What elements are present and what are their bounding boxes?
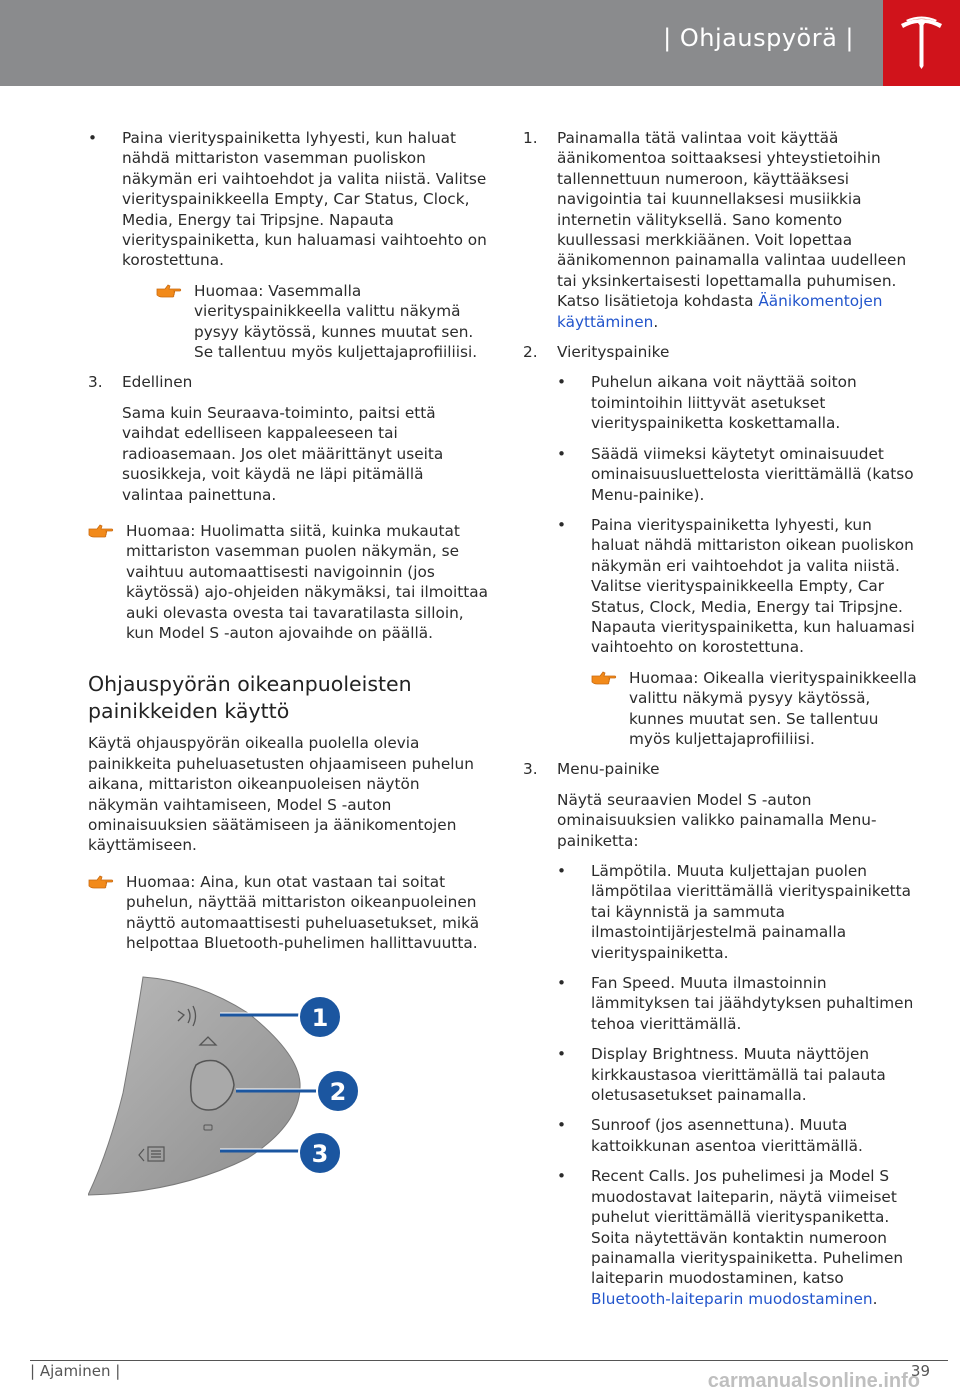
steering-wheel-buttons-figure xyxy=(88,973,488,1213)
left-bullet-scroll: • Paina vierityspainiketta lyhyesti, kun haluat nähdä mittariston vasemman puoliskon näkymän eri vaihtoehdot ja valita niistä. Valitse vierityspainikkeella Empty, Car Status, Clock, Media, Energy tai Tripsjne. Napauta vierityspainiketta, kun haluamasi vaihtoehto on korostettuna. xyxy=(88,128,488,271)
bullet-recent-calls xyxy=(557,1166,923,1309)
right-item-2 xyxy=(523,342,923,362)
section-header-title: | Ohjauspyörä | xyxy=(663,24,854,52)
note-text: Huomaa: Oikealla vierityspainikkeella valittu näkymä pysyy käytössä, kunnes muutat sen. Se tallentuu myös kuljettajaprofiiliisi. xyxy=(629,668,917,748)
bullet-sunroof: • Sunroof (jos asennettuna). Muuta kattoikkunan asentoa vierittämällä. xyxy=(557,1115,923,1156)
tesla-logo-icon xyxy=(898,16,945,70)
page-header xyxy=(0,0,960,86)
callout-2: 2 xyxy=(329,1078,347,1107)
right-item-1 xyxy=(523,128,923,332)
right-item-3-text: Näytä seuraavien Model S -auton ominaisuuksien valikko painamalla Menu-painiketta: xyxy=(557,790,877,850)
bullet-recent-features: • Säädä viimeksi käytetyt ominaisuudet ominaisuusluettelosta vierittämällä (katso Menu-painike). xyxy=(557,444,923,505)
item-title: Menu-painike xyxy=(557,760,660,779)
left-item-3 xyxy=(88,372,488,392)
pointing-hand-icon xyxy=(591,670,617,686)
note-left-navigation xyxy=(88,521,488,643)
item-number: 1. xyxy=(523,129,538,147)
note-left-scroll xyxy=(156,281,488,363)
bullet-text: Recent Calls. Jos puhelimesi ja Model S muodostavat laiteparin, näytä viimeiset puhelut vierittämällä vierityspaniketta. Soita näytettävän kontaktin numeroon painamalla vierityspainiketta. Puhelimen laiteparin muodostaminen, katso xyxy=(591,1167,904,1288)
bullet-text-end: . xyxy=(872,1289,878,1308)
bullet-display-brightness: • Display Brightness. Muuta näyttöjen kirkkaustasoa vierittämällä tai palauta oletusasetukset painamalla. xyxy=(557,1044,923,1105)
brand-logo-box xyxy=(883,0,960,86)
item-number: 3. xyxy=(88,373,103,392)
callout-3: 3 xyxy=(311,1140,329,1169)
item-text: Painamalla tätä valintaa voit käyttää äänikomentoa soittaaksesi yhteystietoihin tallennettuun numeroon, käyttääksesi navigointia tai kuunnellaksesi musiikkia internetin välityksellä. Sano komento kuullessasi merkkiäänen. Voit lopettaa äänikomennon painamalla valintaa uudelleen tai yksinkertaisesti lopettamalla puhumisen. Katso lisätietoja kohdasta xyxy=(557,129,907,311)
pointing-hand-icon xyxy=(156,283,182,299)
left-column xyxy=(88,128,488,1213)
note-text: Huomaa: Vasemmalla vierityspainikkeella valittu näkymä pysyy käytössä, kunnes muutat sen. Se tallentuu myös kuljettajaprofiiliisi. xyxy=(194,281,478,362)
item-title: Vierityspainike xyxy=(557,343,670,362)
item-title: Edellinen xyxy=(122,373,193,392)
bullet-call-options: • Puhelun aikana voit näyttää soiton toimintoihin liittyvät asetukset vierityspainiketta koskettamalla. xyxy=(557,372,923,433)
item-number: 3. xyxy=(523,760,538,779)
pointing-hand-icon xyxy=(88,523,114,539)
note-text: Huomaa: Huolimatta siitä, kuinka mukautat mittariston vasemman puolen näkymän, se vaihtuu automaattisesti navigoinnin (jos käytössä) ajo-ohjeiden näkymäksi, tai ilmoittaa auki olevasta ovesta tai tavaratilasta silloin, kun Model S -auton ajovaihde on päällä. xyxy=(126,521,488,642)
left-item-3-text: Sama kuin Seuraava-toiminto, paitsi että vaihdat edelliseen kappaleeseen tai radioasemaan. Jos olet määrittänyt useita suosikkeja, voit käydä ne läpi pitämällä valintaa painettuna. xyxy=(122,403,444,504)
footer-divider xyxy=(30,1360,948,1361)
bullet-temperature: • Lämpötila. Muuta kuljettajan puolen lämpötilaa vierittämällä vierityspainiketta tai käynnistä ja sammuta ilmastointijärjestelmä painamalla vierityspainiketta. xyxy=(557,861,923,963)
section-heading: Ohjauspyörän oikeanpuoleisten painikkeiden käyttö xyxy=(88,672,412,724)
item-text-end: . xyxy=(653,312,659,331)
bullet-fan-speed: • Fan Speed. Muuta ilmastoinnin lämmityksen tai jäähdytyksen puhaltimen tehoa vierittämällä. xyxy=(557,973,923,1034)
pointing-hand-icon xyxy=(88,874,114,890)
steering-wheel-right-buttons-illustration xyxy=(88,973,388,1203)
watermark: carmanualsonline.info xyxy=(707,1370,920,1392)
note-phone-call xyxy=(88,872,488,954)
right-column xyxy=(523,128,923,1319)
section-intro: Käytä ohjauspyörän oikealla puolella olevia painikkeita puheluasetusten ohjaamiseen puhelun aikana, mittariston oikeanpuoleisen näytön näkymän vaihtamiseen, Model S -auton ominaisuuksien säätämiseen ja äänikomentojen käyttämiseen. xyxy=(88,734,474,855)
right-item-3 xyxy=(523,759,923,779)
note-text: Huomaa: Aina, kun otat vastaan tai soitat puhelun, näyttää mittariston oikeanpuoleinen näyttö automaattisesti puheluasetukset, mikä helpottaa Bluetooth-puhelimen hallittavuutta. xyxy=(126,872,480,952)
bullet-right-scroll: • Paina vierityspainiketta lyhyesti, kun haluat nähdä mittariston oikean puoliskon näkymän eri vaihtoehdot ja valita niistä. Valitse vierityspainikkeella Empty, Car Status, Clock, Media, Energy tai Tripsjne. Napauta vierityspainiketta, kun haluamasi vaihtoehto on korostettuna. xyxy=(557,515,923,658)
page-number: 39 xyxy=(910,1362,930,1380)
item-number: 2. xyxy=(523,343,538,362)
callout-1: 1 xyxy=(311,1004,329,1033)
link-voice-commands[interactable]: Äänikomentojen käyttäminen xyxy=(557,292,883,331)
footer-section-label: | Ajaminen | xyxy=(30,1362,121,1380)
link-bluetooth-pairing[interactable]: Bluetooth-laiteparin muodostaminen xyxy=(591,1289,873,1308)
note-right-scroll xyxy=(591,668,923,750)
